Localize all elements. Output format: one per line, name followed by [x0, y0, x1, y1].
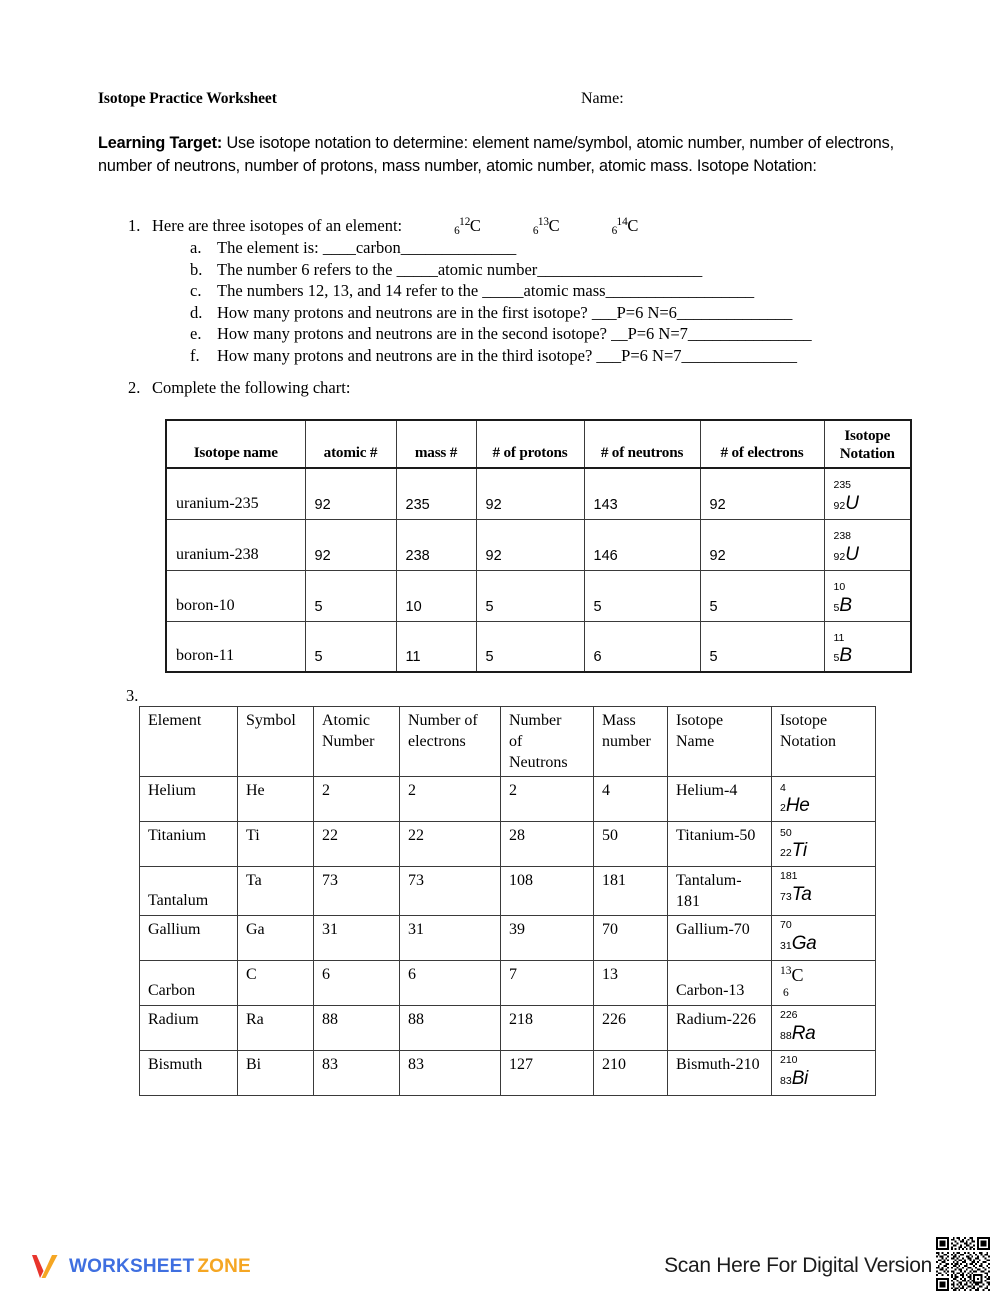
item-letter-e: e.	[190, 324, 202, 344]
element-table	[139, 706, 876, 1096]
cell-atomic-number: 5	[305, 570, 396, 621]
cell-isotope-name: uranium-238	[166, 519, 305, 570]
cell-electrons: 2	[400, 777, 501, 822]
cell-mass-number: 13	[594, 961, 668, 1006]
brand-zone-text: ZONE	[197, 1256, 251, 1277]
cell-mass-number: 4	[594, 777, 668, 822]
question-2	[128, 378, 350, 398]
cell-protons: 5	[476, 621, 584, 672]
cell-element: Bismuth	[140, 1051, 238, 1096]
cell-mass-number: 235	[396, 468, 476, 519]
item-text-e: How many protons and neutrons are in the second isotope? __P=6 N=7_______________	[217, 324, 812, 344]
cell-element: Radium	[140, 1006, 238, 1051]
item-letter-b: b.	[190, 259, 203, 279]
cell-protons: 92	[476, 519, 584, 570]
table-row	[140, 1006, 876, 1051]
question-1-item-a	[190, 237, 918, 259]
th-mass-number: mass #	[396, 420, 476, 468]
cell-electrons: 88	[400, 1006, 501, 1051]
cell-electrons: 92	[700, 519, 824, 570]
item-text-b: The number 6 refers to the _____atomic number____________________	[217, 259, 703, 279]
document-header	[98, 90, 910, 108]
item-text-f: How many protons and neutrons are in the third isotope? ___P=6 N=7______________	[217, 345, 797, 365]
cell-isotope-name: Helium-4	[668, 777, 772, 822]
question-1-item-c	[190, 280, 918, 302]
table-row	[140, 867, 876, 916]
cell-protons: 5	[476, 570, 584, 621]
cell-electrons: 92	[700, 468, 824, 519]
cell-isotope-name: boron-10	[166, 570, 305, 621]
cell-isotope-notation: $^{13}$C 6	[772, 961, 876, 1006]
cell-atomic-number: 73	[314, 867, 400, 916]
page-footer	[0, 1232, 1000, 1294]
cell-symbol: Bi	[238, 1051, 314, 1096]
item-text-a: The element is: ____carbon______________	[217, 238, 517, 258]
question-1-item-e	[190, 323, 918, 345]
cell-electrons: 73	[400, 867, 501, 916]
cell-element: Helium	[140, 777, 238, 822]
th-isotope-notation: Isotope Notation	[772, 707, 876, 777]
th-atomic-number: Atomic Number	[314, 707, 400, 777]
cell-neutrons: 108	[501, 867, 594, 916]
cell-symbol: Ta	[238, 867, 314, 916]
isotope-c13: $_6^{13}$C	[532, 216, 560, 238]
learning-target-label: Learning Target:	[98, 134, 223, 152]
learning-target-text: Use isotope notation to determine: element name/symbol, atomic number, number of electrons, number of neutrons, number of protons, mass number, atomic number, atomic mass. Isotope Notation:	[98, 134, 894, 175]
cell-symbol: Ra	[238, 1006, 314, 1051]
cell-isotope-notation: 50 22Ti	[772, 822, 876, 867]
cell-mass-number: 226	[594, 1006, 668, 1051]
table-row	[140, 1051, 876, 1096]
th-isotope-notation: Isotope Notation	[824, 420, 911, 468]
brand-wordmark	[69, 1256, 251, 1278]
cell-element: Carbon	[140, 961, 238, 1006]
cell-isotope-name: uranium-235	[166, 468, 305, 519]
cell-mass-number: 11	[396, 621, 476, 672]
table-row	[140, 961, 876, 1006]
cell-neutrons: 7	[501, 961, 594, 1006]
cell-atomic-number: 5	[305, 621, 396, 672]
table3-header-row	[140, 707, 876, 777]
question-1-item-b	[190, 259, 918, 281]
cell-neutrons: 143	[584, 468, 700, 519]
cell-mass-number: 50	[594, 822, 668, 867]
scan-prompt-text: Scan Here For Digital Version	[664, 1254, 932, 1277]
table-row	[166, 468, 911, 519]
item-text-c: The numbers 12, 13, and 14 refer to the _____atomic mass__________________	[217, 281, 755, 301]
cell-electrons: 31	[400, 916, 501, 961]
cell-atomic-number: 31	[314, 916, 400, 961]
th-element: Element	[140, 707, 238, 777]
isotope-c14: $_6^{14}$C	[611, 216, 639, 238]
th-isotope-name: Isotope Name	[668, 707, 772, 777]
question-1-item-f	[190, 345, 918, 367]
item-letter-c: c.	[190, 281, 202, 301]
question-3-number: 3.	[126, 686, 139, 705]
cell-isotope-name: Radium-226	[668, 1006, 772, 1051]
page-title: Isotope Practice Worksheet	[98, 90, 277, 107]
cell-mass-number: 10	[396, 570, 476, 621]
cell-mass-number: 210	[594, 1051, 668, 1096]
th-number-neutrons: Number of Neutrons	[501, 707, 594, 777]
question-1-prompt-line	[128, 216, 918, 237]
cell-neutrons: 39	[501, 916, 594, 961]
cell-protons: 92	[476, 468, 584, 519]
item-text-d: How many protons and neutrons are in the first isotope? ___P=6 N=6______________	[217, 302, 793, 322]
cell-isotope-name: boron-11	[166, 621, 305, 672]
cell-atomic-number: 2	[314, 777, 400, 822]
table-row	[166, 570, 911, 621]
table-row	[140, 916, 876, 961]
cell-isotope-name: Gallium-70	[668, 916, 772, 961]
cell-isotope-notation: 10 5B	[824, 570, 911, 621]
item-letter-f: f.	[190, 345, 200, 365]
th-mass-number: Mass number	[594, 707, 668, 777]
cell-atomic-number: 92	[305, 468, 396, 519]
qr-code-icon[interactable]	[936, 1237, 990, 1291]
isotope-c12: $_6^{12}$C	[454, 216, 481, 238]
brand-worksheet-text: WORKSHEET	[69, 1256, 195, 1277]
cell-isotope-name: Titanium-50	[668, 822, 772, 867]
th-protons: # of protons	[476, 420, 584, 468]
cell-electrons: 5	[700, 570, 824, 621]
table-row	[166, 519, 911, 570]
cell-isotope-notation: 210 83Bi	[772, 1051, 876, 1096]
cell-element: Tantalum	[140, 867, 238, 916]
table-row	[166, 621, 911, 672]
cell-isotope-notation: 4 2He	[772, 777, 876, 822]
cell-neutrons: 2	[501, 777, 594, 822]
cell-element: Gallium	[140, 916, 238, 961]
cell-atomic-number: 88	[314, 1006, 400, 1051]
v-logo-icon	[28, 1252, 62, 1282]
cell-isotope-notation: 11 5B	[824, 621, 911, 672]
cell-symbol: Ga	[238, 916, 314, 961]
element-table-wrapper	[139, 706, 876, 1096]
worksheet-zone-logo[interactable]	[28, 1252, 251, 1282]
isotope-chart-table-wrapper	[165, 419, 912, 673]
question-2-number: 2.	[128, 378, 141, 397]
cell-atomic-number: 22	[314, 822, 400, 867]
cell-isotope-name: Carbon-13	[668, 961, 772, 1006]
cell-neutrons: 146	[584, 519, 700, 570]
cell-electrons: 5	[700, 621, 824, 672]
cell-isotope-notation: 238 92U	[824, 519, 911, 570]
table-row	[140, 822, 876, 867]
th-symbol: Symbol	[238, 707, 314, 777]
learning-target	[98, 132, 908, 177]
cell-symbol: He	[238, 777, 314, 822]
table-row	[140, 777, 876, 822]
cell-atomic-number: 6	[314, 961, 400, 1006]
item-letter-d: d.	[190, 302, 203, 322]
cell-mass-number: 70	[594, 916, 668, 961]
cell-isotope-name: Tantalum-181	[668, 867, 772, 916]
cell-mass-number: 181	[594, 867, 668, 916]
table2-header-row	[166, 420, 911, 468]
th-atomic-number: atomic #	[305, 420, 396, 468]
cell-symbol: Ti	[238, 822, 314, 867]
cell-electrons: 22	[400, 822, 501, 867]
cell-isotope-notation: 235 92U	[824, 468, 911, 519]
cell-neutrons: 6	[584, 621, 700, 672]
cell-atomic-number: 83	[314, 1051, 400, 1096]
question-2-prompt: Complete the following chart:	[152, 378, 351, 397]
question-1-item-d	[190, 302, 918, 324]
cell-isotope-notation: 226 88Ra	[772, 1006, 876, 1051]
isotope-chart-table	[165, 419, 912, 673]
cell-neutrons: 5	[584, 570, 700, 621]
th-neutrons: # of neutrons	[584, 420, 700, 468]
cell-isotope-notation: 70 31Ga	[772, 916, 876, 961]
cell-mass-number: 238	[396, 519, 476, 570]
th-number-electrons: Number of electrons	[400, 707, 501, 777]
question-1-number: 1.	[128, 216, 141, 235]
item-letter-a: a.	[190, 238, 202, 258]
cell-element: Titanium	[140, 822, 238, 867]
name-field-label: Name:	[581, 90, 624, 107]
cell-isotope-notation: 181 73Ta	[772, 867, 876, 916]
cell-neutrons: 127	[501, 1051, 594, 1096]
cell-electrons: 6	[400, 961, 501, 1006]
question-1-prompt: Here are three isotopes of an element:	[152, 216, 403, 235]
cell-neutrons: 28	[501, 822, 594, 867]
cell-neutrons: 218	[501, 1006, 594, 1051]
cell-electrons: 83	[400, 1051, 501, 1096]
th-electrons: # of electrons	[700, 420, 824, 468]
cell-atomic-number: 92	[305, 519, 396, 570]
th-isotope-name: Isotope name	[166, 420, 305, 468]
cell-symbol: C	[238, 961, 314, 1006]
cell-isotope-name: Bismuth-210	[668, 1051, 772, 1096]
question-1	[128, 216, 918, 366]
